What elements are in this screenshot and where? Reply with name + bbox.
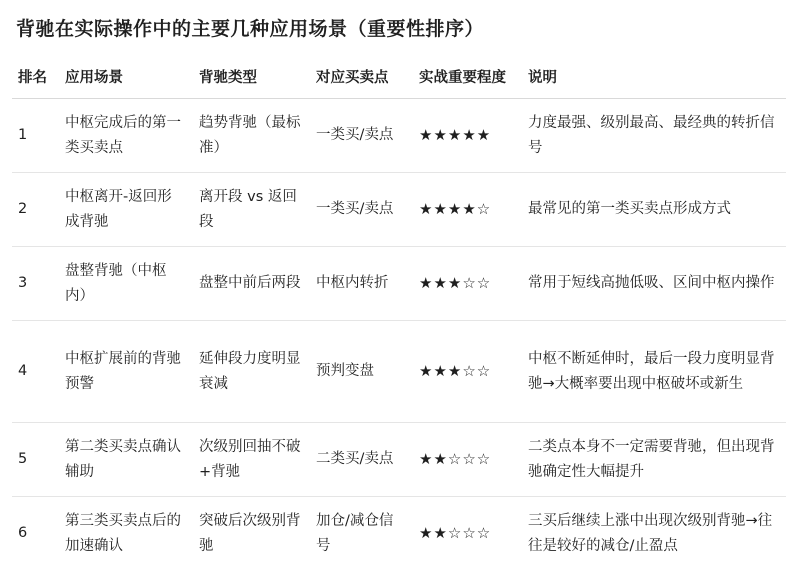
- cell-description: 中枢不断延伸时，最后一段力度明显背驰→大概率要出现中枢破坏或新生: [522, 321, 786, 423]
- cell-divergence-type: 趋势背驰（最标准）: [193, 99, 310, 173]
- cell-scenario: 第二类买卖点确认辅助: [59, 423, 193, 497]
- cell-rank: 5: [12, 423, 59, 497]
- cell-description: 三买后继续上涨中出现次级别背驰→往往是较好的减仓/止盈点: [528, 512, 773, 554]
- table-row: [12, 247, 786, 321]
- cell-importance: ★★☆☆☆: [419, 524, 492, 543]
- cell-importance: ★★★★☆: [413, 173, 522, 247]
- header-scenario: 应用场景: [59, 54, 193, 99]
- table-header-row: [12, 54, 786, 99]
- cell-scenario: 第三类买卖点后的加速确认: [65, 512, 181, 554]
- cell-scenario: 中枢离开-返回形成背驰: [59, 173, 193, 247]
- header-divergence-type: 背驰类型: [193, 54, 310, 99]
- cell-importance: ★★☆☆☆: [413, 423, 522, 497]
- cell-rank: 6: [18, 525, 28, 542]
- cell-divergence-type: 突破后次级别背驰: [199, 512, 301, 554]
- cell-trade-point: 二类买/卖点: [310, 423, 413, 497]
- header-importance: 实战重要程度: [413, 54, 522, 99]
- cell-divergence-type: 盘整中前后两段: [193, 247, 310, 321]
- scenario-table: [12, 54, 786, 571]
- cell-scenario: 盘整背驰（中枢内）: [59, 247, 193, 321]
- cell-importance: ★★★☆☆: [413, 247, 522, 321]
- cell-trade-point: 一类买/卖点: [310, 173, 413, 247]
- cell-divergence-type: 离开段 vs 返回段: [193, 173, 310, 247]
- cell-rank: 2: [12, 173, 59, 247]
- cell-importance: ★★★★★: [413, 99, 522, 173]
- table-row: [12, 321, 786, 423]
- header-description: 说明: [522, 54, 786, 99]
- cell-importance: ★★★☆☆: [413, 321, 522, 423]
- page-title: 背驰在实际操作中的主要几种应用场景（重要性排序）: [16, 18, 485, 40]
- table-row: [12, 423, 786, 497]
- header-rank: 排名: [12, 54, 59, 99]
- table-row: [12, 497, 786, 571]
- cell-trade-point: 加仓/减仓信号: [316, 512, 394, 554]
- cell-trade-point: 预判变盘: [310, 321, 413, 423]
- cell-divergence-type: 次级别回抽不破+背驰: [193, 423, 310, 497]
- cell-divergence-type: 延伸段力度明显衰减: [193, 321, 310, 423]
- cell-scenario: 中枢完成后的第一类买卖点: [59, 99, 193, 173]
- table-row: [12, 99, 786, 173]
- cell-rank: 1: [12, 99, 59, 173]
- cell-scenario: 中枢扩展前的背驰预警: [59, 321, 193, 423]
- cell-description: 常用于短线高抛低吸、区间中枢内操作: [522, 247, 786, 321]
- cell-rank: 4: [12, 321, 59, 423]
- cell-rank: 3: [12, 247, 59, 321]
- cell-description: 力度最强、级别最高、最经典的转折信号: [522, 99, 786, 173]
- header-trade-point: 对应买卖点: [310, 54, 413, 99]
- cell-description: 二类点本身不一定需要背驰，但出现背驰确定性大幅提升: [522, 423, 786, 497]
- cell-trade-point: 一类买/卖点: [310, 99, 413, 173]
- cell-trade-point: 中枢内转折: [310, 247, 413, 321]
- table-row: [12, 173, 786, 247]
- cell-description: 最常见的第一类买卖点形成方式: [522, 173, 786, 247]
